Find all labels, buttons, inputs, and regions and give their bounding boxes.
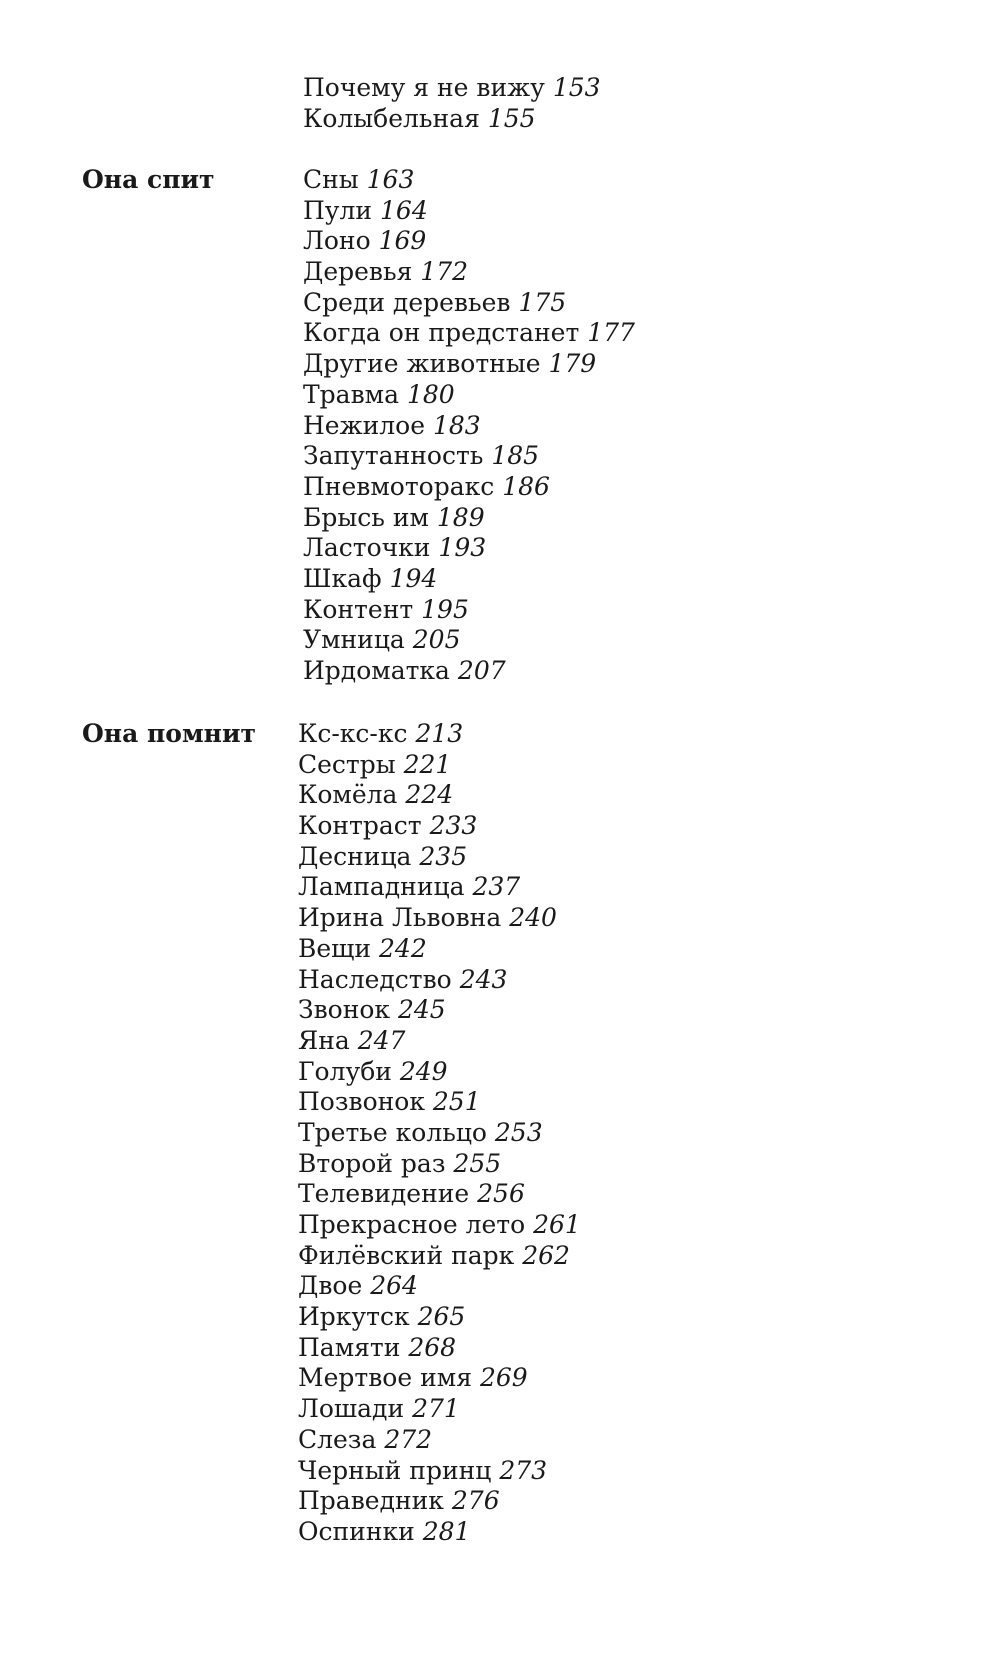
toc-entry-page-number: 255 (453, 1148, 502, 1178)
toc-entry (303, 226, 635, 257)
toc-entry (303, 625, 635, 656)
toc-entry-title: Лоно (303, 226, 371, 256)
toc-entry-title: Когда он предстанет (303, 318, 580, 348)
toc-entry (298, 1394, 581, 1425)
toc-entry (298, 1026, 581, 1057)
toc-entry (298, 750, 581, 781)
toc-entry-title: Среди деревьев (303, 287, 511, 317)
toc-entry-title: Слеза (298, 1424, 377, 1454)
toc-entry-title: Колыбельная (303, 103, 480, 133)
toc-entry (298, 1179, 581, 1210)
toc-entry-title: Наследство (298, 964, 452, 994)
toc-entry-title: Лошади (298, 1394, 405, 1424)
toc-entry-list (303, 73, 601, 134)
toc-entry-title: Сестры (298, 749, 396, 779)
toc-entry-title: Праведник (298, 1486, 444, 1516)
toc-entry-page-number: 268 (408, 1332, 457, 1362)
toc-entry-title: Вещи (298, 933, 372, 963)
toc-entry (303, 656, 635, 687)
toc-entry-title: Ласточки (303, 533, 431, 563)
toc-entry (303, 196, 635, 227)
section-title: Она помнит (82, 719, 256, 748)
toc-entry-title: Иркутск (298, 1302, 410, 1332)
toc-entry-page-number: 265 (417, 1302, 466, 1332)
toc-entry (303, 257, 635, 288)
section-title: Она спит (82, 165, 215, 194)
toc-entry (298, 1118, 581, 1149)
toc-entry-page-number: 262 (522, 1240, 570, 1270)
toc-entry-page-number: 175 (518, 287, 567, 317)
toc-entry-page-number: 233 (429, 811, 478, 841)
toc-entry-page-number: 155 (487, 103, 536, 133)
toc-entry (298, 995, 581, 1026)
toc-entry-title: Комёла (298, 780, 398, 810)
toc-entry (298, 1210, 581, 1241)
toc-entry-title: Телевидение (298, 1179, 470, 1209)
toc-entry-page-number: 271 (412, 1394, 460, 1424)
toc-entry-title: Умница (303, 625, 405, 655)
toc-entry (303, 411, 635, 442)
toc-entry (298, 1425, 581, 1456)
toc-entry-page-number: 240 (509, 903, 557, 933)
toc-entry (303, 441, 635, 472)
toc-entry-page-number: 221 (403, 749, 452, 779)
toc-entry-list (298, 719, 581, 1548)
toc-entry-title: Яна (298, 1025, 350, 1055)
toc-entry (298, 1241, 581, 1272)
toc-entry-title: Голуби (298, 1056, 392, 1086)
toc-entry (303, 503, 635, 534)
toc-entry-page-number: 179 (548, 349, 597, 379)
toc-entry-title: Запутанность (303, 441, 484, 471)
toc-entry-page-number: 185 (491, 441, 540, 471)
toc-entry-page-number: 247 (357, 1025, 406, 1055)
toc-entry-page-number: 272 (384, 1424, 433, 1454)
toc-entry-page-number: 281 (422, 1516, 471, 1546)
toc-entry-page-number: 253 (494, 1117, 543, 1147)
toc-entry (303, 472, 635, 503)
toc-entry (298, 1087, 581, 1118)
toc-entry-page-number: 243 (459, 964, 508, 994)
toc-entry-title: Деревья (303, 257, 413, 287)
toc-entry (303, 380, 635, 411)
toc-entry-title: Филёвский парк (298, 1240, 515, 1270)
toc-entry-page-number: 169 (378, 226, 427, 256)
toc-entry-title: Травма (303, 379, 400, 409)
toc-entry (298, 934, 581, 965)
toc-entry (303, 533, 635, 564)
toc-entry-title: Сны (303, 165, 359, 194)
toc-entry (298, 965, 581, 996)
toc-entry-title: Шкаф (303, 563, 382, 593)
toc-entry (298, 903, 581, 934)
toc-entry-page-number: 213 (415, 719, 464, 748)
toc-entry-page-number: 207 (457, 656, 506, 685)
toc-entry-title: Брысь им (303, 502, 429, 532)
toc-entry-page-number: 276 (451, 1486, 500, 1516)
toc-entry-page-number: 245 (398, 995, 446, 1025)
toc-entry-page-number: 195 (421, 594, 469, 624)
toc-entry-title: Звонок (298, 995, 391, 1025)
toc-entry-page-number: 224 (405, 780, 454, 810)
toc-entry (298, 842, 581, 873)
toc-entry-title: Прекрасное лето (298, 1210, 526, 1239)
toc-entry-title: Мертвое имя (298, 1363, 472, 1393)
toc-entry (298, 1302, 581, 1333)
toc-entry-title: Почему я не вижу (303, 73, 545, 102)
toc-entry-title: Лампадница (298, 872, 465, 902)
toc-entry (298, 719, 581, 750)
toc-entry-page-number: 163 (366, 165, 415, 194)
toc-entry (303, 73, 601, 104)
toc-entry-title: Пневмоторакс (303, 471, 495, 501)
toc-entry (298, 1333, 581, 1364)
toc-entry-title: Контраст (298, 811, 422, 841)
toc-entry-title: Третье кольцо (298, 1117, 487, 1147)
toc-entry-page-number: 153 (552, 73, 601, 102)
toc-entry-page-number: 235 (419, 841, 468, 871)
toc-entry-page-number: 249 (399, 1056, 448, 1086)
toc-entry-page-number: 164 (380, 195, 428, 225)
toc-entry-title: Оспинки (298, 1516, 415, 1546)
toc-entry (303, 165, 635, 196)
toc-entry-page-number: 242 (379, 933, 427, 963)
toc-entry (298, 1456, 581, 1487)
toc-entry-page-number: 269 (479, 1363, 528, 1393)
toc-entry (303, 349, 635, 380)
toc-entry (298, 872, 581, 903)
toc-entry (303, 595, 635, 626)
toc-entry (298, 1271, 581, 1302)
toc-entry-title: Черный принц (298, 1455, 492, 1485)
toc-entry-page-number: 264 (370, 1271, 418, 1301)
toc-entry (298, 1363, 581, 1394)
toc-entry-page-number: 183 (432, 410, 481, 440)
toc-entry-page-number: 189 (436, 502, 485, 532)
toc-entry (298, 1149, 581, 1180)
toc-entry (298, 1057, 581, 1088)
toc-entry (303, 318, 635, 349)
toc-entry-title: Другие животные (303, 349, 541, 379)
toc-entry-page-number: 251 (432, 1087, 481, 1117)
toc-entry-page-number: 194 (389, 563, 438, 593)
toc-entry-title: Десница (298, 841, 412, 871)
toc-entry-title: Пули (303, 195, 373, 225)
toc-entry-title: Контент (303, 594, 414, 624)
toc-entry-page-number: 261 (533, 1210, 581, 1239)
toc-entry (303, 564, 635, 595)
toc-entry-page-number: 193 (438, 533, 487, 563)
toc-entry-title: Второй раз (298, 1148, 446, 1178)
toc-entry-title: Ирдоматка (303, 656, 450, 685)
toc-entry-page-number: 172 (420, 257, 469, 287)
toc-entry-page-number: 180 (406, 379, 455, 409)
toc-entry-page-number: 205 (412, 625, 461, 655)
toc-entry-list (303, 165, 635, 687)
toc-entry (298, 1486, 581, 1517)
toc-entry (298, 1517, 581, 1548)
toc-entry (303, 104, 601, 135)
toc-entry-page-number: 237 (472, 872, 521, 902)
toc-entry-page-number: 273 (499, 1455, 548, 1485)
toc-entry-page-number: 186 (502, 471, 550, 501)
toc-entry-title: Нежилое (303, 410, 425, 440)
toc-entry-title: Двое (298, 1271, 363, 1301)
toc-entry (298, 780, 581, 811)
toc-entry-title: Позвонок (298, 1087, 425, 1117)
toc-entry-title: Кс-кс-кс (298, 719, 408, 748)
toc-entry-page-number: 177 (587, 318, 635, 348)
toc-entry (298, 811, 581, 842)
toc-entry-title: Ирина Львовна (298, 903, 502, 933)
toc-entry-page-number: 256 (477, 1179, 525, 1209)
toc-entry (303, 288, 635, 319)
toc-entry-title: Памяти (298, 1332, 401, 1362)
